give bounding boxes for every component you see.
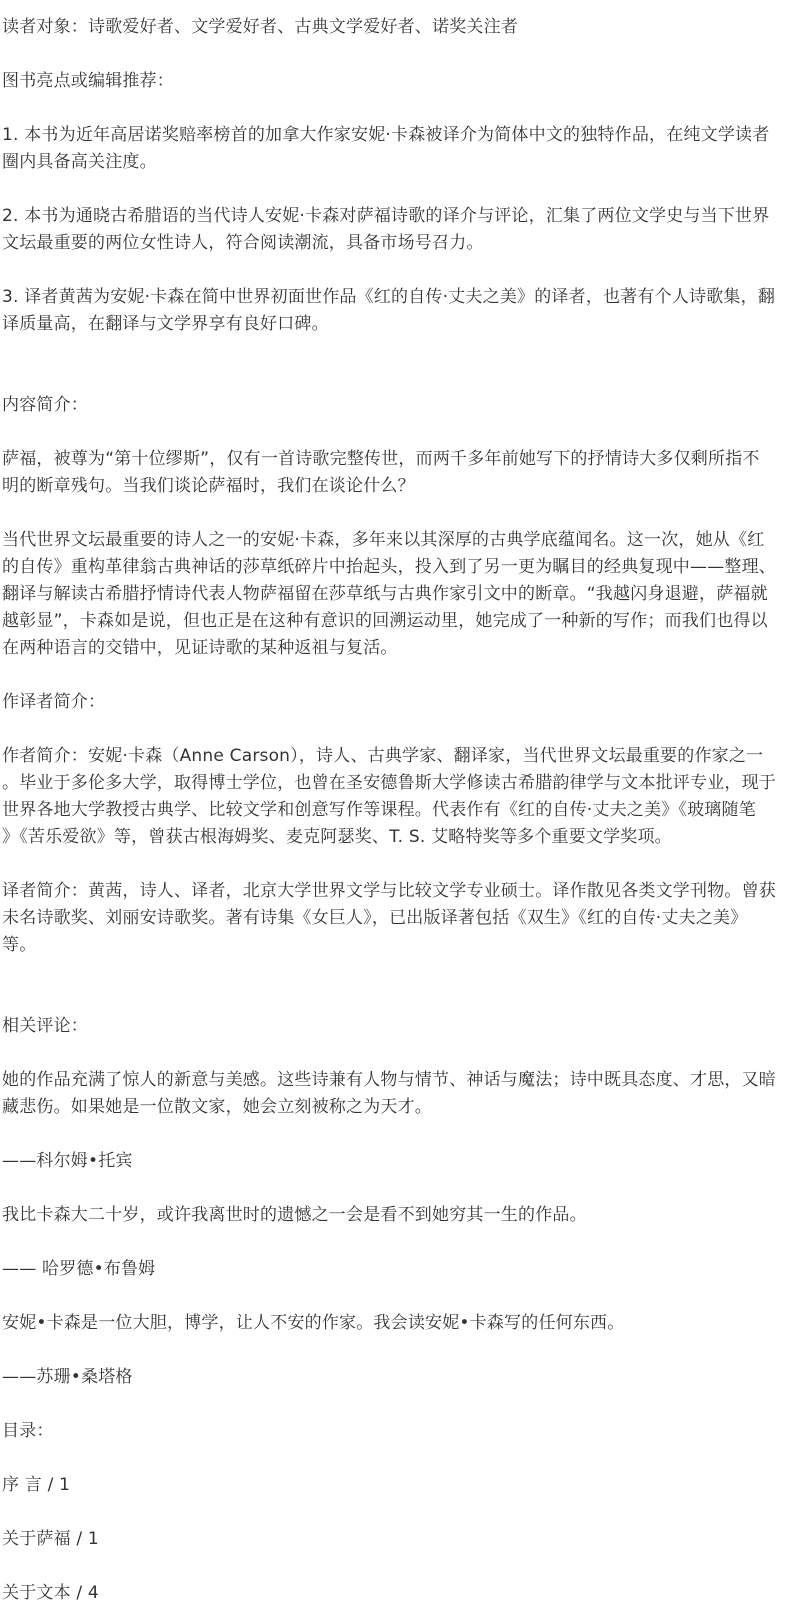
- summary-p2-line-2: 的自传》重构革律翁古典神话的莎草纸碎片中抬起头，投入到了另一更为瞩目的经典复现中——整理、: [2, 557, 776, 577]
- review-2-source: —— 哈罗德•布鲁姆: [2, 1259, 156, 1279]
- toc-heading: 目录：: [2, 1421, 54, 1441]
- summary-p1-line-1: 萨福，被尊为“第十位缪斯”，仅有一首诗歌完整传世，而两千多年前她写下的抒情诗大多仅剩所指不: [2, 449, 760, 469]
- author-bio-line-4: 》《苦乐爱欲》等，曾获古根海姆奖、麦克阿瑟奖、T. S. 艾略特奖等多个重要文学奖项。: [2, 827, 672, 847]
- summary-p2-line-3: 翻译与解读古希腊抒情诗代表人物萨福留在莎草纸与古典作家引文中的断章。“我越闪身退避，萨福就: [2, 584, 768, 604]
- highlight-3-line-2: 译质量高，在翻译与文学界享有良好口碑。: [2, 314, 329, 334]
- summary-p2-line-5: 在两种语言的交错中，见证诗歌的某种返祖与复活。: [2, 638, 398, 658]
- toc-item: 序 言 / 1: [2, 1475, 71, 1495]
- summary-p2-line-4: 越彰显”，卡森如是说，但也正是在这种有意识的回溯运动里，她完成了一种新的写作；而我们也得以: [2, 611, 768, 631]
- authors-heading: 作译者简介：: [2, 692, 106, 712]
- author-bio-line-2: 。毕业于多伦多大学，取得博士学位，也曾在圣安德鲁斯大学修读古希腊韵律学与文本批评专业，现于: [2, 773, 776, 793]
- highlight-2-line-1: 2. 本书为通晓古希腊语的当代诗人安妮·卡森对萨福诗歌的译介与评论，汇集了两位文学史与当下世界: [2, 206, 770, 226]
- translator-bio-line-2: 未名诗歌奖、刘丽安诗歌奖。著有诗集《女巨人》，已出版译著包括《双生》《红的自传·丈夫之美》: [2, 908, 748, 928]
- author-bio-line-1: 作者简介：安妮·卡森（Anne Carson），诗人、古典学家、翻译家，当代世界文坛最重要的作家之一: [2, 746, 764, 766]
- summary-heading: 内容简介：: [2, 395, 88, 415]
- highlight-1-line-1: 1. 本书为近年高居诺奖赔率榜首的加拿大作家安妮·卡森被译介为简体中文的独特作品，在纯文学读者: [2, 125, 770, 145]
- translator-bio-line-3: 等。: [2, 935, 37, 955]
- review-2-text: 我比卡森大二十岁，或许我离世时的遗憾之一会是看不到她穷其一生的作品。: [2, 1205, 587, 1225]
- highlight-2-line-2: 文坛最重要的两位女性诗人，符合阅读潮流，具备市场号召力。: [2, 233, 484, 253]
- review-1-line-1: 她的作品充满了惊人的新意与美感。这些诗兼有人物与情节、神话与魔法；诗中既具态度、才思，又暗: [2, 1070, 776, 1090]
- translator-bio-line-1: 译者简介：黄茜，诗人、译者，北京大学世界文学与比较文学专业硕士。译作散见各类文学刊物。曾获: [2, 881, 776, 901]
- highlight-3-line-1: 3. 译者黄茜为安妮·卡森在简中世界初面世作品《红的自传·丈夫之美》的译者，也著有个人诗歌集，翻: [2, 287, 776, 307]
- summary-p1-line-2: 明的断章残句。当我们谈论萨福时，我们在谈论什么？: [2, 476, 415, 496]
- summary-p2-line-1: 当代世界文坛最重要的诗人之一的安妮·卡森，多年来以其深厚的古典学底蕴闻名。这一次，她从《红: [2, 530, 765, 550]
- review-3-text: 安妮•卡森是一位大胆，博学，让人不安的作家。我会读安妮•卡森写的任何东西。: [2, 1313, 625, 1333]
- review-1-line-2: 藏悲伤。如果她是一位散文家，她会立刻被称之为天才。: [2, 1097, 432, 1117]
- reviews-heading: 相关评论：: [2, 1016, 88, 1036]
- toc-item: 关于文本 / 4: [2, 1583, 99, 1600]
- review-1-source: ——科尔姆•托宾: [2, 1151, 133, 1171]
- author-bio-line-3: 世界各地大学教授古典学、比较文学和创意写作等课程。代表作有《红的自传·丈夫之美》《玻璃随笔: [2, 800, 756, 820]
- highlight-1-line-2: 圈内具备高关注度。: [2, 152, 157, 172]
- audience-line: 读者对象：诗歌爱好者、文学爱好者、古典文学爱好者、诺奖关注者: [2, 17, 518, 37]
- highlights-heading: 图书亮点或编辑推荐：: [2, 71, 174, 91]
- review-3-source: ——苏珊•桑塔格: [2, 1367, 133, 1387]
- toc-item: 关于萨福 / 1: [2, 1529, 99, 1549]
